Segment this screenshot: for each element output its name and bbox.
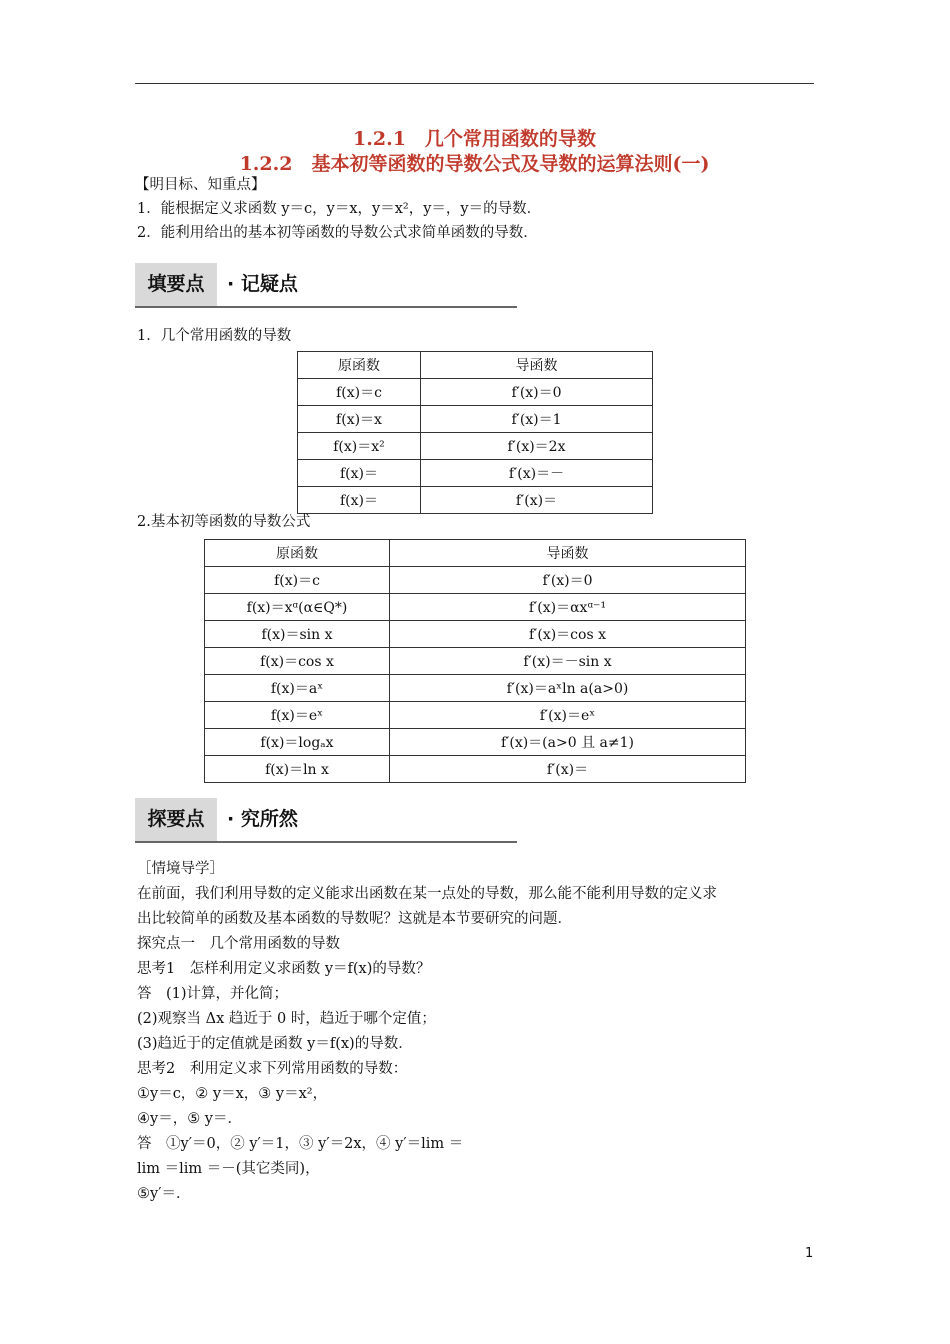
body-line: (2)观察当 Δx 趋近于 0 时，趋近于哪个定值； (137, 1011, 436, 1027)
table-row (205, 594, 746, 621)
cell-derivative: f′(x)＝eˣ (390, 702, 746, 729)
body-line: (3)趋近于的定值就是函数 y＝f(x)的导数． (137, 1036, 413, 1052)
section-tag: 填要点 (135, 263, 217, 306)
cell-derivative: f′(x)＝1 (421, 406, 653, 433)
cell-derivative: f′(x)＝aˣln a(a>0) (390, 675, 746, 702)
body-line: 在前面，我们利用导数的定义能求出函数在某一点处的导数，那么能不能利用导数的定义求 (137, 886, 717, 902)
cell-derivative: f′(x)＝(a>0 且 a≠1) (390, 729, 746, 756)
cell-original: f(x)＝sin x (205, 621, 390, 648)
body-line: ①y＝c，② y＝x，③ y＝x²， (137, 1086, 328, 1102)
basic-derivative-formulas-table (204, 539, 746, 783)
cell-derivative: f′(x)＝0 (421, 379, 653, 406)
cell-original: f(x)＝x² (298, 433, 421, 460)
section-tag: 探要点 (135, 798, 217, 841)
page-number: 1 (805, 1246, 814, 1261)
table-row (205, 729, 746, 756)
goals-heading: 【明目标、知重点】 (135, 177, 266, 193)
cell-original: f(x)＝eˣ (205, 702, 390, 729)
cell-derivative: f′(x)＝2x (421, 433, 653, 460)
cell-original: f(x)＝cos x (205, 648, 390, 675)
cell-derivative: f′(x)＝cos x (390, 621, 746, 648)
body-line: ④y＝，⑤ y＝． (137, 1111, 242, 1127)
body-line: 出比较简单的函数及基本函数的导数呢？这就是本节要研究的问题． (137, 911, 572, 927)
header-original-function: 原函数 (298, 352, 421, 379)
table-header-row (205, 540, 746, 567)
cell-original: f(x)＝xᵅ(α∈Q*) (205, 594, 390, 621)
cell-derivative: f′(x)＝αxᵅ⁻¹ (390, 594, 746, 621)
cell-derivative: f′(x)＝0 (390, 567, 746, 594)
cell-derivative: f′(x)＝－ (421, 460, 653, 487)
section-subtitle: · 记疑点 (227, 273, 298, 295)
body-line: 思考1 怎样利用定义求函数 y＝f(x)的导数？ (137, 961, 431, 977)
cell-original: f(x)＝c (205, 567, 390, 594)
goal-item-1: 1．能根据定义求函数 y＝c，y＝x，y＝x²，y＝，y＝的导数． (137, 201, 542, 217)
body-line: 探究点一 几个常用函数的导数 (137, 936, 340, 952)
table-row (205, 648, 746, 675)
table-row (298, 460, 653, 487)
body-line: 思考2 利用定义求下列常用函数的导数： (137, 1061, 408, 1077)
table-row (205, 756, 746, 783)
header-derivative: 导函数 (390, 540, 746, 567)
table-row (298, 379, 653, 406)
lesson-title-1: 1.2.1 几个常用函数的导数 (353, 128, 596, 150)
table-row (205, 675, 746, 702)
table-row (298, 406, 653, 433)
cell-original: f(x)＝ln x (205, 756, 390, 783)
table-header-row (298, 352, 653, 379)
common-derivatives-table (297, 351, 653, 514)
cell-derivative: f′(x)＝－sin x (390, 648, 746, 675)
cell-derivative: f′(x)＝ (421, 487, 653, 514)
body-line: ⑤y′＝． (137, 1186, 191, 1202)
cell-derivative: f′(x)＝ (390, 756, 746, 783)
body-line: 答 (1)计算，并化简； (137, 986, 289, 1002)
part2-heading: 2.基本初等函数的导数公式 (137, 514, 311, 530)
body-line: ［情境导学］ (137, 861, 224, 877)
cell-original: f(x)＝ (298, 460, 421, 487)
body-line: 答 ①y′＝0，② y′＝1，③ y′＝2x，④ y′＝lim ＝ (137, 1136, 464, 1152)
table-row (205, 621, 746, 648)
header-derivative: 导函数 (421, 352, 653, 379)
section-banner-key-points (135, 263, 517, 308)
body-line: lim ＝lim ＝－(其它类同)， (137, 1161, 320, 1177)
goal-item-2: 2．能利用给出的基本初等函数的导数公式求简单函数的导数． (137, 225, 538, 241)
header-rule (135, 83, 814, 84)
section-subtitle: · 究所然 (227, 808, 298, 830)
cell-original: f(x)＝c (298, 379, 421, 406)
part1-heading: 1．几个常用函数的导数 (137, 328, 292, 344)
header-original-function: 原函数 (205, 540, 390, 567)
section-banner-exploration (135, 798, 517, 843)
table-row (298, 433, 653, 460)
cell-original: f(x)＝logₐx (205, 729, 390, 756)
lesson-title-2: 1.2.2 基本初等函数的导数公式及导数的运算法则(一) (239, 153, 710, 175)
cell-original: f(x)＝aˣ (205, 675, 390, 702)
table-row (205, 702, 746, 729)
cell-original: f(x)＝ (298, 487, 421, 514)
cell-original: f(x)＝x (298, 406, 421, 433)
table-row (205, 567, 746, 594)
table-row (298, 487, 653, 514)
